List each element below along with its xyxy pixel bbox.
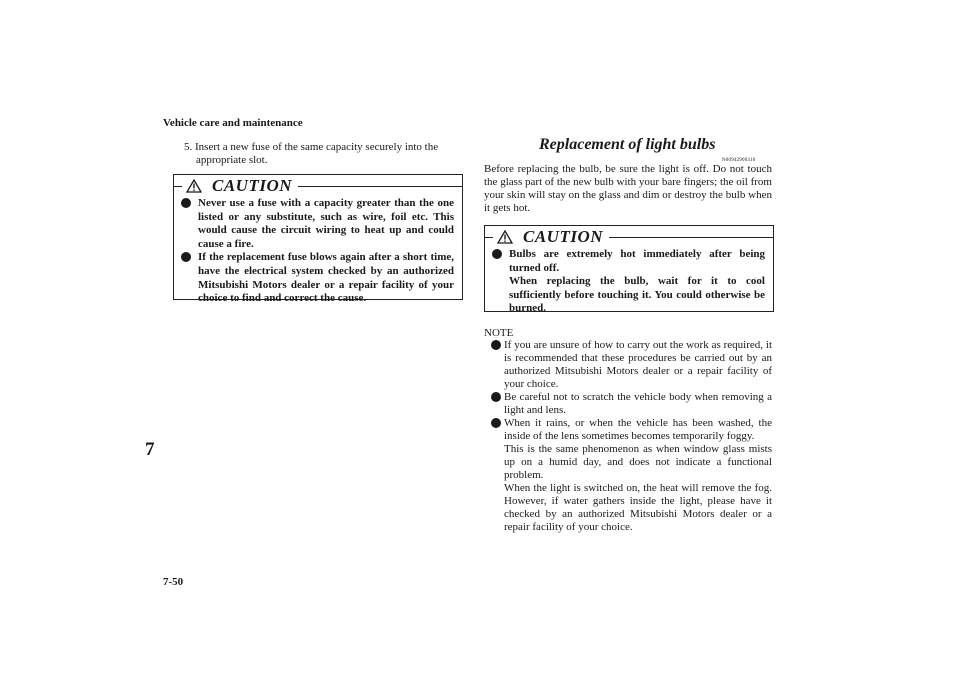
page-header: Vehicle care and maintenance — [163, 117, 303, 129]
chapter-tab: 7 — [145, 439, 155, 460]
caution-list — [485, 248, 773, 316]
caution-box-bulb — [484, 225, 774, 315]
document-code: N00942900310 — [722, 158, 756, 163]
step-text-cont: appropriate slot. — [196, 154, 268, 166]
note-item-text: When it rains, or when the vehicle has been washed, the inside of the lens sometimes becomes temporarily foggy. — [504, 417, 772, 442]
caution-item — [180, 197, 454, 251]
caution-item-text: If the replacement fuse blows again after a short time, have the electrical system checked by an authorized Mitsubishi Motors dealer or a repair facility of your choice to find and correct the cause. — [198, 251, 454, 305]
bullet-icon — [491, 340, 501, 350]
caution-item-text: Bulbs are extremely hot immediately after being turned off. — [509, 248, 765, 274]
bullet-icon — [491, 418, 501, 428]
caution-box-fuse — [173, 174, 463, 305]
note-item-text: If you are unsure of how to carry out the work as required, it is recommended that these procedures be carried out by an authorized Mitsubishi Motors dealer or a repair facility of your choice. — [504, 339, 772, 390]
warning-triangle-icon — [186, 179, 202, 193]
bullet-icon — [491, 392, 501, 402]
note-list — [491, 339, 772, 534]
intro-paragraph: Before replacing the bulb, be sure the light is off. Do not touch the glass part of the new bulb with your bare fingers; the oil from your skin will stay on the glass and dim or destroy the bulb when it gets hot. — [484, 163, 772, 214]
bullet-icon — [492, 249, 502, 259]
caution-label-text: CAUTION — [212, 176, 293, 195]
page-number: 7-50 — [163, 576, 184, 588]
section-title: Replacement of light bulbs — [539, 136, 716, 153]
caution-item — [491, 248, 765, 316]
warning-triangle-icon — [497, 230, 513, 244]
bullet-icon — [181, 252, 191, 262]
caution-header — [174, 175, 462, 197]
caution-label — [493, 227, 609, 247]
caution-label — [182, 176, 298, 196]
note-item — [491, 339, 772, 391]
caution-item-text: Never use a fuse with a capacity greater than the one listed or any substitute, such as wire, foil etc. This would cause the circuit wiring to heat up and could cause a fire. — [198, 197, 454, 250]
caution-item-text: When replacing the bulb, wait for it to cool sufficiently before touching it. You could otherwise be burned. — [509, 275, 765, 315]
note-item — [491, 391, 772, 417]
note-item-text: When the light is switched on, the heat will remove the fog. However, if water gathers inside the light, please have it checked by an authorized Mitsubishi Motors dealer or a repair facility of your choice. — [504, 482, 772, 533]
step-5 — [184, 141, 461, 167]
caution-list — [174, 197, 462, 306]
caution-item — [180, 251, 454, 305]
note-label: NOTE — [484, 327, 514, 339]
note-item-text: This is the same phenomenon as when window glass mists up on a humid day, and does not indicate a functional problem. — [504, 443, 772, 481]
note-item — [491, 417, 772, 534]
step-text: 5. Insert a new fuse of the same capacity securely into the — [184, 141, 439, 153]
caution-header — [485, 226, 773, 248]
bullet-icon — [181, 198, 191, 208]
caution-label-text: CAUTION — [523, 227, 604, 246]
note-item-text: Be careful not to scratch the vehicle body when removing a light and lens. — [504, 391, 772, 416]
